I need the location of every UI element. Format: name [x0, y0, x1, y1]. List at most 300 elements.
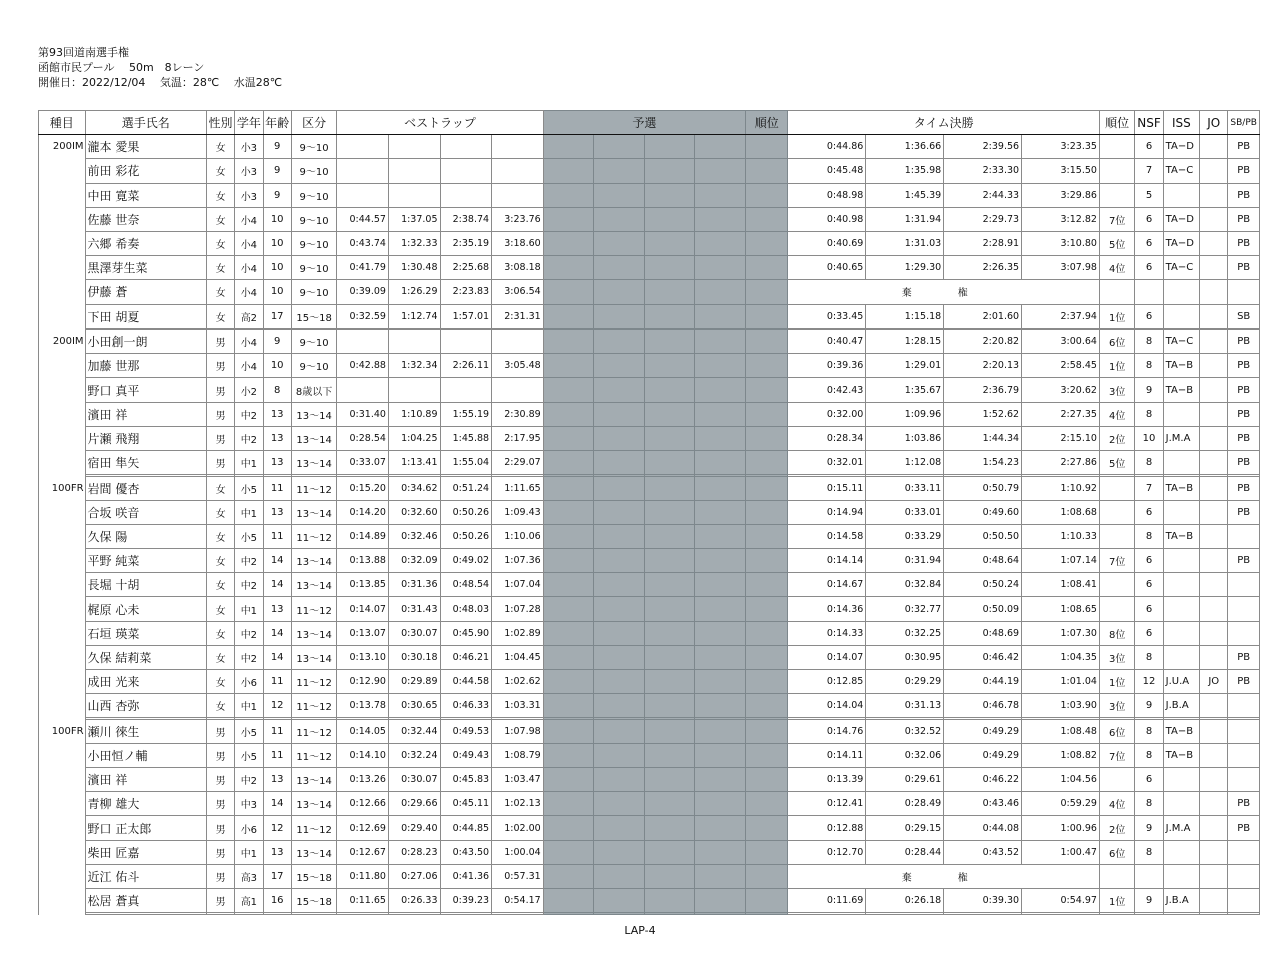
final-lap-cell: 0:14.94 — [788, 500, 866, 524]
prelim-lap-cell — [594, 816, 645, 840]
prelim-lap-cell — [695, 719, 746, 743]
prelim-lap-cell — [543, 864, 594, 888]
iss-cell — [1163, 402, 1199, 426]
swimmer-name: 野口 正太郎 — [85, 816, 206, 840]
empty-cell — [1200, 913, 1228, 915]
prelim-rank-cell — [745, 670, 787, 694]
prelim-lap-cell — [543, 378, 594, 402]
prelim-lap-cell — [543, 524, 594, 548]
age-cell: 13 — [263, 768, 291, 792]
sbpb-cell: PB — [1228, 207, 1260, 231]
prelim-lap-cell — [594, 573, 645, 597]
iss-cell: TA−B — [1163, 719, 1199, 743]
jo-cell — [1200, 476, 1228, 500]
empty-cell — [85, 913, 206, 915]
jo-cell — [1200, 500, 1228, 524]
sex-cell: 女 — [206, 500, 234, 524]
swimmer-row — [39, 426, 1260, 450]
swimmer-name: 瀧本 愛果 — [85, 135, 206, 159]
sbpb-cell: PB — [1228, 670, 1260, 694]
iss-cell: TA−B — [1163, 743, 1199, 767]
final-lap-cell: 0:40.47 — [788, 330, 866, 354]
best-lap-cell — [440, 135, 492, 159]
sbpb-cell: PB — [1228, 426, 1260, 450]
age-cell: 9 — [263, 135, 291, 159]
sex-cell: 男 — [206, 354, 234, 378]
best-lap-cell: 3:18.60 — [492, 231, 544, 255]
prelim-lap-cell — [594, 402, 645, 426]
final-lap-cell: 2:58.45 — [1022, 354, 1100, 378]
rank-cell — [1099, 864, 1134, 888]
prelim-lap-cell — [644, 524, 695, 548]
swimmer-name: 瀬川 徠生 — [85, 719, 206, 743]
final-lap-cell: 2:39.56 — [944, 135, 1022, 159]
sbpb-cell — [1228, 719, 1260, 743]
division-cell: 13～14 — [291, 840, 337, 864]
best-lap-cell: 1:45.88 — [440, 426, 492, 450]
swimmer-name: 小田創一朗 — [85, 330, 206, 354]
prelim-lap-cell — [543, 840, 594, 864]
event-cell — [39, 913, 86, 915]
division-cell: 15～18 — [291, 864, 337, 888]
col-jo: JO — [1200, 111, 1228, 135]
swimmer-row — [39, 621, 1260, 645]
grade-cell: 中1 — [235, 597, 263, 621]
page-number: LAP-4 — [624, 924, 656, 937]
prelim-cell — [543, 913, 594, 915]
prelim-lap-cell — [594, 743, 645, 767]
division-cell: 15～18 — [291, 889, 337, 913]
best-lap-cell: 1:02.00 — [492, 816, 544, 840]
sex-cell: 女 — [206, 280, 234, 304]
best-lap-cell: 1:02.13 — [492, 792, 544, 816]
iss-cell — [1163, 768, 1199, 792]
swimmer-name: 久保 結莉菜 — [85, 645, 206, 669]
jo-cell — [1200, 816, 1228, 840]
age-cell: 10 — [263, 207, 291, 231]
final-lap-cell: 0:54.97 — [1022, 889, 1100, 913]
division-cell: 9～10 — [291, 280, 337, 304]
best-lap-cell — [492, 159, 544, 183]
swimmer-row — [39, 573, 1260, 597]
prelim-lap-cell — [543, 768, 594, 792]
sbpb-cell: PB — [1228, 500, 1260, 524]
best-lap-cell: 0:30.07 — [388, 768, 440, 792]
age-cell: 14 — [263, 621, 291, 645]
jo-cell — [1200, 354, 1228, 378]
best-lap-cell: 0:41.36 — [440, 864, 492, 888]
swimmer-name: 前田 彩花 — [85, 159, 206, 183]
prelim-lap-cell — [695, 135, 746, 159]
swimmer-row — [39, 159, 1260, 183]
prelim-cell — [695, 913, 746, 915]
prelim-lap-cell — [644, 402, 695, 426]
rank-cell: 2位 — [1099, 816, 1134, 840]
best-lap-cell: 1:03.47 — [492, 768, 544, 792]
iss-cell — [1163, 864, 1199, 888]
sbpb-cell — [1228, 597, 1260, 621]
iss-cell: TA−D — [1163, 207, 1199, 231]
iss-cell — [1163, 645, 1199, 669]
best-lap-cell: 1:07.28 — [492, 597, 544, 621]
final-lap-cell: 0:32.84 — [866, 573, 944, 597]
swimmer-name: 黒澤芽生菜 — [85, 256, 206, 280]
rank-cell — [1099, 183, 1134, 207]
iss-cell — [1163, 280, 1199, 304]
best-lap-cell: 0:30.18 — [388, 645, 440, 669]
prelim-lap-cell — [594, 840, 645, 864]
swimmer-name: 下田 胡夏 — [85, 304, 206, 328]
nsf-cell: 5 — [1135, 183, 1163, 207]
prelim-lap-cell — [695, 426, 746, 450]
prelim-lap-cell — [594, 621, 645, 645]
best-lap-cell — [492, 330, 544, 354]
best-lap-cell: 0:32.60 — [388, 500, 440, 524]
nsf-cell: 6 — [1135, 231, 1163, 255]
iss-cell: J.U.A — [1163, 670, 1199, 694]
jo-cell — [1200, 597, 1228, 621]
swimmer-name: 長堀 十胡 — [85, 573, 206, 597]
final-lap-cell: 1:03.90 — [1022, 694, 1100, 718]
final-lap-cell: 1:08.65 — [1022, 597, 1100, 621]
prelim-lap-cell — [594, 889, 645, 913]
final-lap-cell: 0:28.44 — [866, 840, 944, 864]
final-lap-cell: 0:29.61 — [866, 768, 944, 792]
sex-cell: 女 — [206, 207, 234, 231]
best-lap-cell: 0:13.78 — [337, 694, 389, 718]
final-lap-cell: 2:36.79 — [944, 378, 1022, 402]
grade-cell: 中2 — [235, 549, 263, 573]
age-cell: 11 — [263, 719, 291, 743]
final-lap-cell: 0:49.29 — [944, 743, 1022, 767]
rank-cell: 1位 — [1099, 304, 1134, 328]
final-lap-cell: 0:32.01 — [788, 450, 866, 474]
col-rank: 順位 — [1099, 111, 1134, 135]
nsf-cell — [1135, 864, 1163, 888]
rank-cell: 6位 — [1099, 719, 1134, 743]
empty-cell — [1163, 913, 1199, 915]
prelim-lap-cell — [543, 889, 594, 913]
final-lap-cell: 0:14.76 — [788, 719, 866, 743]
prelim-rank-cell — [745, 402, 787, 426]
grade-cell: 小4 — [235, 354, 263, 378]
prelim-lap-cell — [695, 330, 746, 354]
jo-cell — [1200, 694, 1228, 718]
sex-cell: 女 — [206, 256, 234, 280]
prelim-lap-cell — [543, 159, 594, 183]
rank-cell: 7位 — [1099, 743, 1134, 767]
best-lap-cell: 0:28.54 — [337, 426, 389, 450]
rank-cell: 1位 — [1099, 354, 1134, 378]
final-lap-cell: 2:27.86 — [1022, 450, 1100, 474]
best-lap-cell: 0:14.20 — [337, 500, 389, 524]
prelim-lap-cell — [644, 719, 695, 743]
final-lap-cell: 0:28.34 — [788, 426, 866, 450]
event-cell — [39, 402, 86, 426]
grade-cell: 小5 — [235, 719, 263, 743]
prelim-lap-cell — [644, 743, 695, 767]
rank-cell: 5位 — [1099, 231, 1134, 255]
age-cell: 10 — [263, 256, 291, 280]
age-cell: 16 — [263, 889, 291, 913]
final-lap-cell: 0:49.60 — [944, 500, 1022, 524]
jo-cell — [1200, 573, 1228, 597]
prelim-lap-cell — [594, 719, 645, 743]
final-lap-cell: 1:36.66 — [866, 135, 944, 159]
sbpb-cell — [1228, 280, 1260, 304]
best-lap-cell: 2:23.83 — [440, 280, 492, 304]
swimmer-row — [39, 524, 1260, 548]
final-lap-cell: 1:07.14 — [1022, 549, 1100, 573]
best-lap-cell: 0:14.05 — [337, 719, 389, 743]
iss-cell: TA−B — [1163, 476, 1199, 500]
final-lap-cell: 0:14.07 — [788, 645, 866, 669]
nsf-cell: 6 — [1135, 304, 1163, 328]
best-lap-cell: 1:08.79 — [492, 743, 544, 767]
prelim-lap-cell — [594, 670, 645, 694]
best-lap-cell: 0:27.06 — [388, 864, 440, 888]
final-lap-cell: 0:14.14 — [788, 549, 866, 573]
swimmer-row — [39, 768, 1260, 792]
swimmer-name: 宿田 隼矢 — [85, 450, 206, 474]
prelim-lap-cell — [695, 621, 746, 645]
final-lap-cell: 1:35.98 — [866, 159, 944, 183]
rank-cell: 6位 — [1099, 840, 1134, 864]
best-lap-cell: 1:04.25 — [388, 426, 440, 450]
grade-cell: 小6 — [235, 816, 263, 840]
prelim-rank-cell — [745, 549, 787, 573]
final-lap-cell: 0:14.36 — [788, 597, 866, 621]
prelim-cell — [644, 913, 695, 915]
sex-cell: 男 — [206, 719, 234, 743]
best-lap-cell: 1:07.98 — [492, 719, 544, 743]
swimmer-name: 石垣 瑛菜 — [85, 621, 206, 645]
best-lap-cell: 2:30.89 — [492, 402, 544, 426]
empty-cell — [263, 913, 291, 915]
event-cell — [39, 304, 86, 328]
division-cell: 9～10 — [291, 207, 337, 231]
best-lap-cell: 0:45.83 — [440, 768, 492, 792]
prelim-lap-cell — [543, 500, 594, 524]
event-cell — [39, 426, 86, 450]
final-lap-cell: 0:46.78 — [944, 694, 1022, 718]
prelim-lap-cell — [695, 694, 746, 718]
nsf-cell: 6 — [1135, 597, 1163, 621]
final-lap-cell: 0:28.49 — [866, 792, 944, 816]
iss-cell — [1163, 450, 1199, 474]
iss-cell — [1163, 597, 1199, 621]
col-grade: 学年 — [235, 111, 263, 135]
prelim-rank-cell — [745, 743, 787, 767]
final-lap-cell: 1:29.30 — [866, 256, 944, 280]
nsf-cell: 8 — [1135, 792, 1163, 816]
jo-cell — [1200, 183, 1228, 207]
grade-cell: 小4 — [235, 207, 263, 231]
division-cell: 9～10 — [291, 183, 337, 207]
best-lap-cell: 0:29.89 — [388, 670, 440, 694]
results-table — [38, 110, 1260, 915]
grade-cell: 小3 — [235, 183, 263, 207]
iss-cell: J.B.A — [1163, 694, 1199, 718]
jo-cell — [1200, 159, 1228, 183]
prelim-rank-cell — [745, 645, 787, 669]
best-lap-cell: 0:48.03 — [440, 597, 492, 621]
division-cell: 9～10 — [291, 330, 337, 354]
best-lap-cell: 0:32.46 — [388, 524, 440, 548]
best-lap-cell: 0:11.80 — [337, 864, 389, 888]
prelim-lap-cell — [695, 670, 746, 694]
best-lap-cell: 0:26.33 — [388, 889, 440, 913]
division-cell: 9～10 — [291, 231, 337, 255]
age-cell: 8 — [263, 378, 291, 402]
best-lap-cell: 1:37.05 — [388, 207, 440, 231]
final-lap-cell: 1:44.34 — [944, 426, 1022, 450]
best-lap-cell — [440, 913, 492, 915]
best-lap-cell — [337, 913, 389, 915]
prelim-lap-cell — [594, 183, 645, 207]
grade-cell: 小2 — [235, 378, 263, 402]
prelim-lap-cell — [594, 354, 645, 378]
final-lap-cell: 0:11.69 — [788, 889, 866, 913]
col-sbpb: SB/PB — [1228, 111, 1260, 135]
prelim-lap-cell — [644, 378, 695, 402]
final-lap-cell: 0:44.86 — [788, 135, 866, 159]
prelim-lap-cell — [644, 864, 695, 888]
grade-cell: 高2 — [235, 304, 263, 328]
final-lap-cell: 1:10.92 — [1022, 476, 1100, 500]
swimmer-row — [39, 135, 1260, 159]
best-lap-cell — [388, 135, 440, 159]
rank-cell: 6位 — [1099, 330, 1134, 354]
prelim-lap-cell — [695, 280, 746, 304]
sbpb-cell: PB — [1228, 354, 1260, 378]
event-cell — [39, 573, 86, 597]
final-lap-cell: 2:29.73 — [944, 207, 1022, 231]
age-cell: 11 — [263, 476, 291, 500]
iss-cell: J.M.A — [1163, 816, 1199, 840]
division-cell: 13～14 — [291, 621, 337, 645]
best-lap-cell — [388, 378, 440, 402]
jo-cell: JO — [1200, 670, 1228, 694]
best-lap-cell — [492, 378, 544, 402]
sex-cell: 男 — [206, 768, 234, 792]
jo-cell — [1200, 426, 1228, 450]
event-cell: 100FR — [39, 719, 86, 743]
swimmer-name: 柴田 匠嘉 — [85, 840, 206, 864]
best-lap-cell: 0:39.23 — [440, 889, 492, 913]
final-lap-cell: 2:28.91 — [944, 231, 1022, 255]
prelim-lap-cell — [543, 597, 594, 621]
iss-cell — [1163, 840, 1199, 864]
final-lap-cell: 1:09.96 — [866, 402, 944, 426]
final-lap-cell: 0:14.67 — [788, 573, 866, 597]
best-lap-cell — [388, 159, 440, 183]
best-lap-cell: 0:12.66 — [337, 792, 389, 816]
prelim-lap-cell — [594, 304, 645, 328]
best-lap-cell: 0:32.44 — [388, 719, 440, 743]
prelim-rank-cell — [745, 354, 787, 378]
division-cell: 15～18 — [291, 304, 337, 328]
age-cell: 10 — [263, 354, 291, 378]
final-lap-cell: 2:20.82 — [944, 330, 1022, 354]
final-lap-cell: 1:04.35 — [1022, 645, 1100, 669]
swimmer-row — [39, 304, 1260, 328]
best-lap-cell: 0:30.07 — [388, 621, 440, 645]
iss-cell: J.M.A — [1163, 426, 1199, 450]
sex-cell: 女 — [206, 159, 234, 183]
division-cell: 11～12 — [291, 743, 337, 767]
division-cell: 9～10 — [291, 159, 337, 183]
prelim-lap-cell — [543, 426, 594, 450]
best-lap-cell: 0:44.58 — [440, 670, 492, 694]
rank-cell: 5位 — [1099, 450, 1134, 474]
best-lap-cell — [337, 330, 389, 354]
rank-cell — [1099, 159, 1134, 183]
swimmer-name: 青柳 雄大 — [85, 792, 206, 816]
jo-cell — [1200, 256, 1228, 280]
event-cell — [39, 450, 86, 474]
prelim-lap-cell — [695, 231, 746, 255]
prelim-lap-cell — [543, 183, 594, 207]
prelim-lap-cell — [594, 159, 645, 183]
prelim-lap-cell — [695, 207, 746, 231]
nsf-cell: 6 — [1135, 549, 1163, 573]
best-lap-cell: 0:12.67 — [337, 840, 389, 864]
best-lap-cell: 1:07.36 — [492, 549, 544, 573]
jo-cell — [1200, 889, 1228, 913]
sex-cell: 女 — [206, 304, 234, 328]
prelim-lap-cell — [644, 135, 695, 159]
final-lap-cell: 0:15.11 — [788, 476, 866, 500]
sbpb-cell: PB — [1228, 159, 1260, 183]
best-lap-cell: 1:02.62 — [492, 670, 544, 694]
final-lap-cell: 2:37.94 — [1022, 304, 1100, 328]
prelim-lap-cell — [594, 330, 645, 354]
final-lap-cell — [944, 913, 1022, 915]
final-lap-cell: 2:26.35 — [944, 256, 1022, 280]
prelim-rank-cell — [745, 183, 787, 207]
final-lap-cell: 1:07.30 — [1022, 621, 1100, 645]
iss-cell: TA−B — [1163, 524, 1199, 548]
prelim-lap-cell — [695, 864, 746, 888]
nsf-cell: 10 — [1135, 426, 1163, 450]
best-lap-cell — [492, 135, 544, 159]
prelim-lap-cell — [644, 256, 695, 280]
best-lap-cell — [440, 159, 492, 183]
final-lap-cell: 0:12.70 — [788, 840, 866, 864]
prelim-lap-cell — [543, 645, 594, 669]
prelim-lap-cell — [594, 378, 645, 402]
best-lap-cell: 1:55.19 — [440, 402, 492, 426]
event-cell — [39, 597, 86, 621]
iss-cell: TA−C — [1163, 330, 1199, 354]
final-lap-cell: 3:15.50 — [1022, 159, 1100, 183]
prelim-lap-cell — [695, 743, 746, 767]
sbpb-cell — [1228, 621, 1260, 645]
best-lap-cell — [337, 378, 389, 402]
best-lap-cell: 0:13.88 — [337, 549, 389, 573]
best-lap-cell — [388, 330, 440, 354]
swimmer-name: 岩間 優杏 — [85, 476, 206, 500]
best-lap-cell: 0:50.26 — [440, 524, 492, 548]
prelim-lap-cell — [594, 207, 645, 231]
prelim-lap-cell — [695, 450, 746, 474]
best-lap-cell: 0:44.57 — [337, 207, 389, 231]
sex-cell: 女 — [206, 524, 234, 548]
withdrawn-label: 棄 権 — [788, 864, 1100, 888]
best-lap-cell — [337, 135, 389, 159]
meet-title: 第93回道南選手権 — [38, 46, 129, 59]
